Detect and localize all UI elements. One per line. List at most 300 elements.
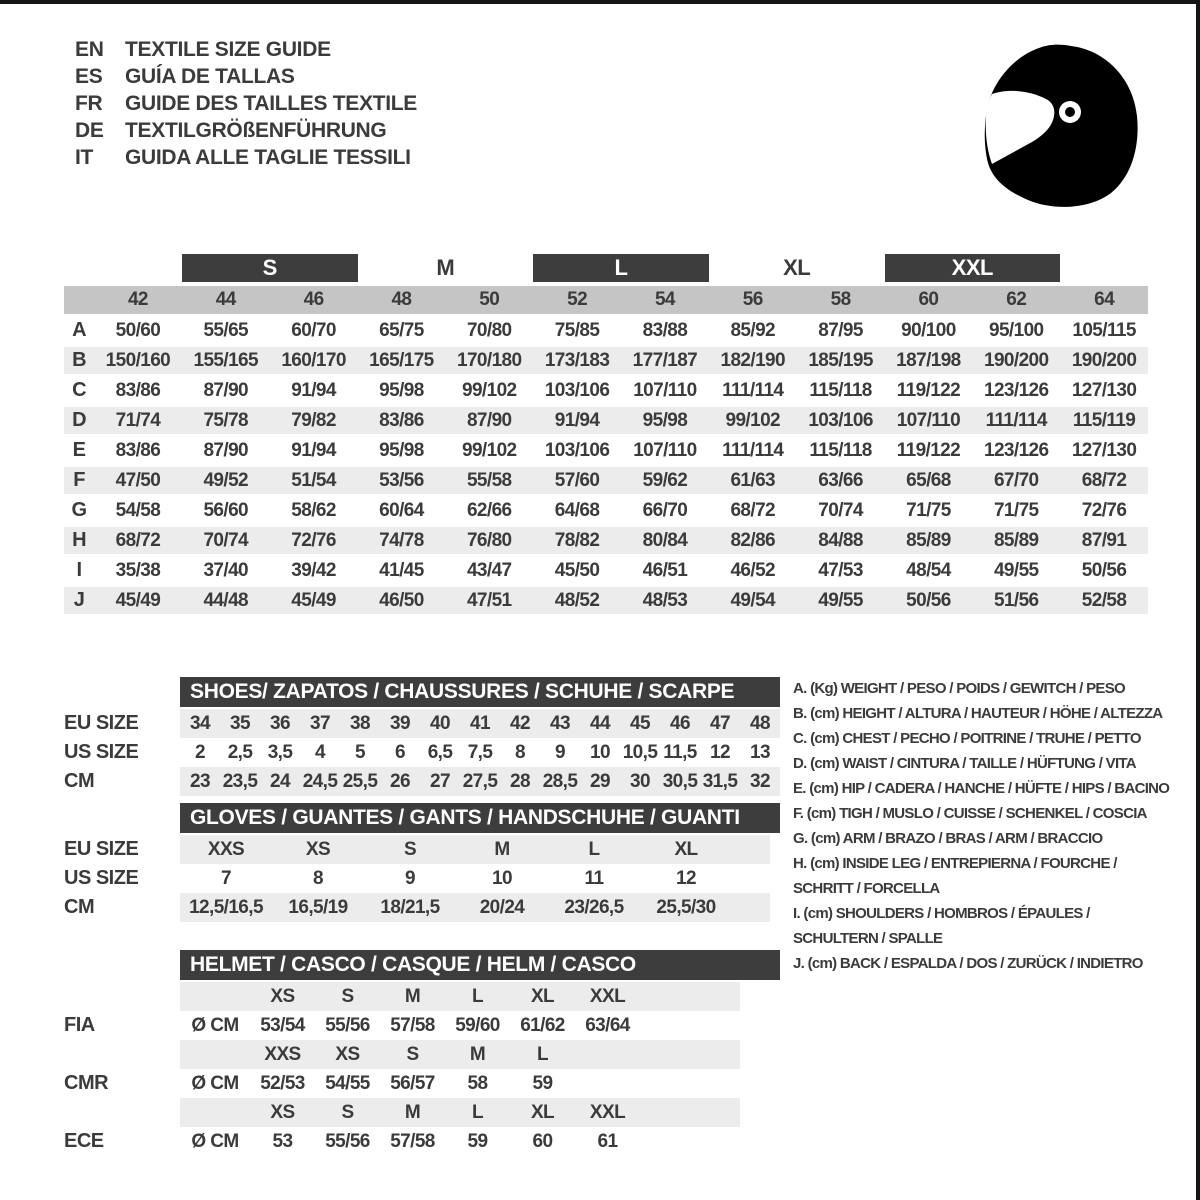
shoes-value-cell: 24,5: [302, 770, 338, 792]
size-value-cell: 185/195: [808, 349, 873, 371]
shoes-row-eu-size: [64, 709, 780, 738]
helmet-cert-label: FIA: [64, 1014, 95, 1036]
measure-row-e: [64, 437, 1148, 467]
language-header: [75, 36, 417, 171]
size-value-cell: 111/114: [722, 379, 784, 401]
row-letter: C: [72, 379, 86, 401]
legend-item-b: B. (cm) HEIGHT / ALTURA / HAUTEUR / HÖHE / ALTEZZA: [793, 705, 1163, 722]
helmet-value-cell: 55/56: [325, 1014, 370, 1036]
size-value-cell: 67/70: [993, 469, 1039, 491]
language-code: IT: [75, 146, 94, 169]
shoes-value-cell: 6: [395, 741, 405, 763]
size-value-cell: 60/70: [291, 319, 336, 341]
size-value-cell: 105/115: [1072, 319, 1136, 341]
helmet-sizes-spacer: [64, 1098, 180, 1127]
size-value-cell: 115/118: [809, 379, 872, 401]
shoes-value-cell: 28,5: [542, 770, 578, 792]
size-col-header: 42: [127, 289, 148, 310]
gloves-row-us-size: [64, 864, 780, 893]
helmet-size-header: M: [469, 1043, 486, 1065]
right-border-line: [1196, 0, 1200, 1200]
helmet-size-header: L: [471, 1101, 483, 1123]
gloves-row-cells: [180, 835, 770, 864]
helmet-sizes-row-cmr: [64, 1040, 780, 1069]
shoes-row-cells: [180, 767, 780, 796]
size-value-cell: 107/110: [633, 379, 697, 401]
size-col-header: 62: [1006, 289, 1027, 310]
size-col-header: 58: [830, 289, 851, 310]
shoes-value-cell: 26: [390, 770, 410, 792]
helmet-value-cell: 60: [532, 1130, 553, 1152]
row-letter: F: [73, 469, 85, 491]
shoes-value-cell: 48: [750, 712, 770, 734]
shoes-value-cell: 10: [590, 741, 610, 763]
helmet-size-header: M: [404, 985, 421, 1007]
size-value-cell: 83/86: [379, 409, 424, 431]
shoes-table-title: SHOES/ ZAPATOS / CHAUSSURES / SCHUHE / SCARPE: [180, 677, 780, 707]
legend-item-h: H. (cm) INSIDE LEG / ENTREPIERNA / FOURCHE / SCHRITT / FORCELLA: [793, 855, 1117, 897]
size-group-s: S: [182, 254, 358, 282]
helmet-sizes-cells: [180, 1098, 740, 1127]
size-value-cell: 51/54: [291, 469, 336, 491]
shoes-value-cell: 5: [355, 741, 365, 763]
helmet-value-cell: 53/54: [260, 1014, 305, 1036]
gloves-row-cells: [180, 864, 770, 893]
size-value-cell: 123/126: [984, 439, 1049, 461]
size-value-cell: 87/91: [1081, 529, 1127, 551]
size-value-cell: 87/90: [466, 409, 512, 431]
size-value-cell: 87/90: [203, 379, 249, 401]
guide-title-es: GUÍA DE TALLAS: [125, 65, 295, 88]
language-code: FR: [75, 92, 103, 115]
size-value-cell: 190/200: [984, 349, 1049, 371]
shoes-value-cell: 29: [590, 770, 610, 792]
helmet-sizes-row-ece: [64, 1098, 780, 1127]
corner-spacer: [64, 286, 94, 314]
size-value-cell: 155/165: [193, 349, 258, 371]
guide-title-en: TEXTILE SIZE GUIDE: [125, 38, 331, 61]
size-group-m: M: [436, 255, 455, 280]
guide-title-fr: GUIDE DES TAILLES TEXTILE: [125, 92, 417, 115]
size-value-cell: 82/86: [730, 529, 776, 551]
shoes-value-cell: 11,5: [663, 741, 697, 763]
size-value-cell: 83/88: [642, 319, 688, 341]
size-number-row: [64, 286, 1148, 314]
shoes-value-cell: 30: [630, 770, 650, 792]
measure-row-a: [64, 317, 1148, 347]
size-value-cell: 35/38: [115, 559, 161, 581]
size-value-cell: 170/180: [457, 349, 522, 371]
gloves-value-cell: 10: [492, 867, 512, 889]
size-value-cell: 78/82: [554, 529, 600, 551]
helmet-value-cell: 61/62: [520, 1014, 565, 1036]
size-value-cell: 85/89: [906, 529, 951, 551]
shoes-value-cell: 8: [515, 741, 525, 763]
size-value-cell: 70/74: [203, 529, 249, 551]
helmet-unit-label: Ø CM: [191, 1014, 239, 1036]
helmet-value-cell: 57/58: [390, 1130, 435, 1152]
helmet-value-cell: 59/60: [455, 1014, 500, 1036]
gloves-value-cell: XS: [305, 838, 331, 860]
shoes-value-cell: 35: [230, 712, 250, 734]
row-letter: D: [72, 409, 86, 431]
helmet-sizes-cells: [180, 982, 740, 1011]
size-value-cell: 80/84: [642, 529, 688, 551]
size-value-cell: 50/56: [1081, 559, 1127, 581]
size-value-cell: 49/55: [818, 589, 863, 611]
helmet-size-header: S: [341, 985, 354, 1007]
size-col-header: 56: [742, 289, 763, 310]
helmet-unit-label: Ø CM: [191, 1072, 239, 1094]
size-value-cell: 187/198: [896, 349, 961, 371]
helmet-unit-label: Ø CM: [191, 1130, 239, 1152]
helmet-size-header: L: [471, 985, 483, 1007]
gloves-value-cell: S: [403, 838, 417, 860]
shoes-value-cell: 13: [750, 741, 770, 763]
size-col-header: 46: [303, 289, 324, 310]
shoes-value-cell: 42: [510, 712, 530, 734]
size-value-cell: 55/65: [203, 319, 249, 341]
size-value-cell: 57/60: [554, 469, 600, 491]
shoes-value-cell: 2,5: [227, 741, 253, 763]
size-value-cell: 53/56: [379, 469, 424, 491]
shoes-value-cell: 31,5: [702, 770, 738, 792]
size-value-cell: 99/102: [725, 409, 780, 431]
language-row: [75, 90, 417, 117]
language-row: [75, 63, 417, 90]
shoes-value-cell: 37: [310, 712, 330, 734]
size-value-cell: 150/160: [105, 349, 171, 371]
shoes-row-cells: [180, 738, 780, 767]
size-value-cell: 54/58: [115, 499, 161, 521]
size-value-cell: 65/75: [379, 319, 424, 341]
size-value-cell: 115/118: [809, 439, 872, 461]
size-value-cell: 95/98: [379, 439, 424, 461]
shoes-value-cell: 4: [315, 741, 325, 763]
size-value-cell: 87/95: [818, 319, 863, 341]
shoes-value-cell: 27,5: [462, 770, 498, 792]
size-value-cell: 60/64: [379, 499, 424, 521]
language-row: [75, 117, 417, 144]
legend-item-g: G. (cm) ARM / BRAZO / BRAS / ARM / BRACCIO: [793, 830, 1103, 847]
size-col-header: 52: [567, 289, 588, 310]
gloves-value-cell: M: [494, 838, 510, 860]
size-value-cell: 48/52: [554, 589, 600, 611]
helmet-values-row-fia: [64, 1011, 780, 1040]
measure-row-c: [64, 377, 1148, 407]
legend-item-e: E. (cm) HIP / CADERA / HANCHE / HÜFTE / HIPS / BACINO: [793, 780, 1170, 797]
size-value-cell: 99/102: [461, 379, 517, 401]
shoes-value-cell: 27: [430, 770, 450, 792]
size-value-cell: 39/42: [291, 559, 336, 581]
helmet-size-header: XXL: [589, 1101, 626, 1123]
size-value-cell: 49/55: [993, 559, 1039, 581]
size-value-cell: 107/110: [633, 439, 697, 461]
size-value-cell: 111/114: [985, 409, 1047, 431]
size-value-cell: 56/60: [203, 499, 249, 521]
legend-item-c: C. (cm) CHEST / PECHO / POITRINE / TRUHE / PETTO: [793, 730, 1141, 747]
size-group-xl: XL: [783, 255, 811, 280]
size-value-cell: 47/51: [466, 589, 512, 611]
size-value-cell: 65/68: [906, 469, 951, 491]
size-value-cell: 49/54: [730, 589, 776, 611]
gloves-value-cell: XL: [674, 838, 698, 860]
size-value-cell: 41/45: [379, 559, 424, 581]
guide-title-it: GUIDA ALLE TAGLIE TESSILI: [125, 146, 411, 169]
gloves-value-cell: 20/24: [479, 896, 525, 918]
size-value-cell: 103/106: [544, 439, 610, 461]
measure-row-d: [64, 407, 1148, 437]
gloves-value-cell: 11: [584, 867, 604, 889]
shoes-value-cell: 39: [390, 712, 410, 734]
size-value-cell: 46/52: [730, 559, 776, 581]
size-value-cell: 123/126: [984, 379, 1049, 401]
size-value-cell: 127/130: [1071, 439, 1137, 461]
shoes-value-cell: 41: [470, 712, 490, 734]
helmet-value-cell: 57/58: [390, 1014, 435, 1036]
top-border-line: [0, 0, 1200, 4]
measurement-legend: [793, 676, 1171, 976]
gloves-row-label: EU SIZE: [64, 838, 139, 860]
size-value-cell: 111/114: [722, 439, 784, 461]
size-value-cell: 115/119: [1072, 409, 1136, 431]
helmet-size-header: XS: [335, 1043, 360, 1065]
shoes-value-cell: 23: [190, 770, 210, 792]
measure-row-j: [64, 587, 1148, 617]
row-letter: H: [72, 529, 86, 551]
row-letter: B: [72, 349, 86, 371]
size-value-cell: 49/52: [203, 469, 249, 491]
size-group-l: L: [533, 254, 709, 282]
helmet-table: [64, 950, 780, 1156]
row-letter: I: [76, 559, 82, 581]
helmet-size-header: XS: [270, 1101, 295, 1123]
helmet-sizes-spacer: [64, 1040, 180, 1069]
helmet-size-header: XL: [530, 1101, 555, 1123]
size-value-cell: 83/86: [115, 439, 161, 461]
gloves-value-cell: 12: [676, 867, 696, 889]
shoes-value-cell: 9: [555, 741, 565, 763]
shoes-value-cell: 2: [195, 741, 205, 763]
legend-item-i: I. (cm) SHOULDERS / HOMBROS / ÉPAULES / SCHULTERN / SPALLE: [793, 905, 1090, 947]
size-value-cell: 45/49: [291, 589, 336, 611]
size-value-cell: 95/98: [642, 409, 688, 431]
language-code: EN: [75, 38, 104, 61]
size-value-cell: 103/106: [808, 409, 873, 431]
helmet-value-cell: 63/64: [585, 1014, 630, 1036]
size-value-cell: 45/49: [115, 589, 161, 611]
language-row: [75, 144, 417, 171]
helmet-size-header: S: [341, 1101, 354, 1123]
shoes-table: [64, 677, 780, 796]
measure-row-h: [64, 527, 1148, 557]
legend-item-a: A. (Kg) WEIGHT / PESO / POIDS / GEWITCH / PESO: [793, 680, 1125, 697]
size-value-cell: 72/76: [1081, 499, 1127, 521]
size-col-header: 60: [918, 289, 939, 310]
size-value-cell: 182/190: [720, 349, 785, 371]
size-value-cell: 190/200: [1071, 349, 1137, 371]
size-value-cell: 103/106: [544, 379, 610, 401]
size-value-cell: 91/94: [554, 409, 600, 431]
size-group-row: [64, 254, 1148, 282]
shoes-row-cm: [64, 767, 780, 796]
row-letter: J: [73, 589, 85, 611]
size-value-cell: 51/56: [993, 589, 1039, 611]
helmet-size-header: S: [406, 1043, 419, 1065]
gloves-table-title: GLOVES / GUANTES / GANTS / HANDSCHUHE / GUANTI: [180, 803, 780, 833]
gloves-value-cell: 25,5/30: [656, 896, 716, 918]
size-col-header: 50: [479, 289, 500, 310]
shoes-value-cell: 47: [710, 712, 730, 734]
size-value-cell: 177/187: [632, 349, 698, 371]
language-code: ES: [75, 65, 103, 88]
helmet-size-header: XS: [270, 985, 295, 1007]
shoes-value-cell: 12: [710, 741, 730, 763]
size-value-cell: 107/110: [896, 409, 961, 431]
gloves-value-cell: L: [588, 838, 600, 860]
shoes-value-cell: 7,5: [467, 741, 493, 763]
shoes-row-us-size: [64, 738, 780, 767]
gloves-value-cell: 18/21,5: [380, 896, 440, 918]
helmet-values-cells: [180, 1127, 740, 1156]
gloves-value-cell: XXS: [207, 838, 245, 860]
size-value-cell: 44/48: [203, 589, 249, 611]
size-value-cell: 99/102: [461, 439, 517, 461]
size-value-cell: 87/90: [203, 439, 249, 461]
helmet-cert-label: CMR: [64, 1072, 109, 1094]
size-value-cell: 66/70: [642, 499, 688, 521]
size-value-cell: 95/98: [379, 379, 424, 401]
size-value-cell: 71/75: [993, 499, 1039, 521]
size-value-cell: 46/50: [379, 589, 424, 611]
gloves-value-cell: 8: [313, 867, 323, 889]
size-value-cell: 55/58: [466, 469, 512, 491]
shoes-row-label: EU SIZE: [64, 712, 139, 734]
helmet-sizes-spacer: [64, 982, 180, 1011]
size-value-cell: 127/130: [1071, 379, 1137, 401]
helmet-value-cell: 61: [597, 1130, 618, 1152]
shoes-value-cell: 30,5: [662, 770, 698, 792]
measure-row-g: [64, 497, 1148, 527]
size-value-cell: 72/76: [291, 529, 336, 551]
shoes-value-cell: 23,5: [222, 770, 258, 792]
size-value-cell: 52/58: [1081, 589, 1127, 611]
racing-helmet-icon: [983, 40, 1141, 212]
shoes-value-cell: 36: [270, 712, 290, 734]
size-value-cell: 43/47: [466, 559, 512, 581]
guide-title-de: TEXTILGRÖßENFÜHRUNG: [125, 119, 387, 142]
size-value-cell: 70/80: [466, 319, 512, 341]
size-value-cell: 68/72: [115, 529, 161, 551]
size-value-cell: 160/170: [281, 349, 346, 371]
helmet-size-header: M: [404, 1101, 421, 1123]
size-value-cell: 71/74: [115, 409, 161, 431]
size-value-cell: 61/63: [730, 469, 776, 491]
size-col-header: 54: [654, 289, 675, 310]
size-value-cell: 74/78: [379, 529, 424, 551]
language-row: [75, 36, 417, 63]
helmet-value-cell: 53: [272, 1130, 293, 1152]
shoes-row-label: US SIZE: [64, 741, 139, 763]
size-value-cell: 47/53: [818, 559, 863, 581]
gloves-row-eu-size: [64, 835, 780, 864]
shoes-value-cell: 25,5: [342, 770, 378, 792]
size-value-cell: 37/40: [203, 559, 249, 581]
size-value-cell: 63/66: [818, 469, 863, 491]
size-value-cell: 45/50: [554, 559, 600, 581]
helmet-value-cell: 58: [467, 1072, 488, 1094]
helmet-values-cells: [180, 1011, 740, 1040]
size-value-cell: 173/183: [544, 349, 610, 371]
shoes-value-cell: 10,5: [622, 741, 658, 763]
row-letter: A: [72, 319, 86, 341]
helmet-cert-label: ECE: [64, 1130, 104, 1152]
size-col-header: 44: [215, 289, 236, 310]
shoes-value-cell: 34: [190, 712, 210, 734]
shoes-value-cell: 24: [270, 770, 290, 792]
row-letter: E: [72, 439, 86, 461]
size-value-cell: 85/89: [993, 529, 1039, 551]
gloves-table: [64, 803, 780, 922]
size-value-cell: 75/78: [203, 409, 249, 431]
size-value-cell: 64/68: [554, 499, 600, 521]
size-value-cell: 47/50: [115, 469, 161, 491]
helmet-value-cell: 59: [467, 1130, 488, 1152]
size-group-xxl: XXL: [885, 254, 1061, 282]
legend-item-d: D. (cm) WAIST / CINTURA / TAILLE / HÜFTUNG / VITA: [793, 755, 1136, 772]
size-col-header: 64: [1094, 289, 1115, 310]
shoes-value-cell: 46: [670, 712, 690, 734]
gloves-row-cm: [64, 893, 780, 922]
helmet-value-cell: 52/53: [260, 1072, 305, 1094]
measure-row-i: [64, 557, 1148, 587]
gloves-row-cells: [180, 893, 770, 922]
gloves-value-cell: 9: [405, 867, 415, 889]
size-value-cell: 58/62: [291, 499, 336, 521]
helmet-size-header: L: [536, 1043, 548, 1065]
legend-item-j: J. (cm) BACK / ESPALDA / DOS / ZURÜCK / INDIETRO: [793, 955, 1143, 972]
size-col-header: 48: [391, 289, 412, 310]
size-value-cell: 85/92: [730, 319, 776, 341]
gloves-row-label: CM: [64, 896, 95, 918]
shoes-value-cell: 40: [430, 712, 450, 734]
size-value-cell: 68/72: [1081, 469, 1127, 491]
gloves-value-cell: 23/26,5: [564, 896, 624, 918]
shoes-row-cells: [180, 709, 780, 738]
size-value-cell: 119/122: [896, 379, 961, 401]
shoes-value-cell: 6,5: [427, 741, 453, 763]
shoes-value-cell: 44: [590, 712, 610, 734]
helmet-size-header: XL: [530, 985, 555, 1007]
size-value-cell: 75/85: [554, 319, 600, 341]
legend-item-f: F. (cm) TIGH / MUSLO / CUISSE / SCHENKEL / COSCIA: [793, 805, 1147, 822]
helmet-value-cell: 56/57: [390, 1072, 435, 1094]
helmet-values-row-ece: [64, 1127, 780, 1156]
size-value-cell: 90/100: [901, 319, 956, 341]
size-value-cell: 46/51: [642, 559, 688, 581]
size-value-cell: 50/56: [906, 589, 951, 611]
size-value-cell: 91/94: [291, 439, 336, 461]
helmet-value-cell: 54/55: [325, 1072, 370, 1094]
textile-size-table: [64, 254, 1148, 617]
gloves-value-cell: 12,5/16,5: [189, 896, 263, 918]
shoes-value-cell: 38: [350, 712, 370, 734]
size-value-cell: 83/86: [115, 379, 161, 401]
helmet-sizes-cells: [180, 1040, 740, 1069]
helmet-size-header: XXL: [589, 985, 626, 1007]
shoes-value-cell: 45: [630, 712, 650, 734]
helmet-values-row-cmr: [64, 1069, 780, 1098]
